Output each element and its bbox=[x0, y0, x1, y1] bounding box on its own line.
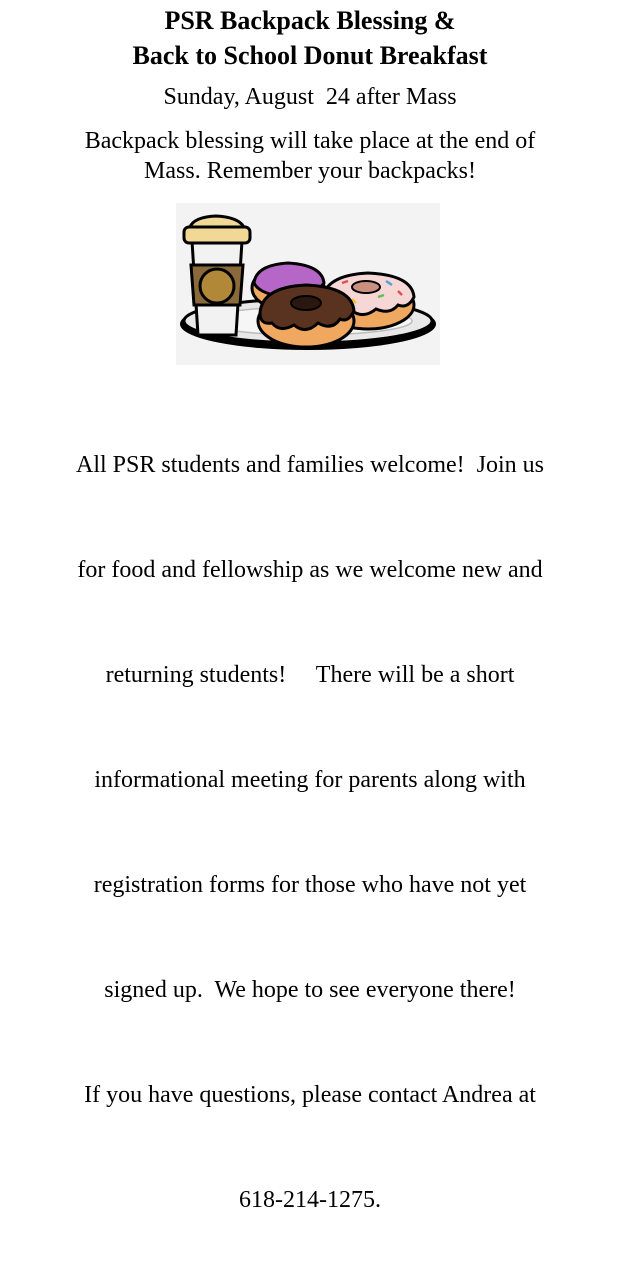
flyer-title-line-1: PSR Backpack Blessing & bbox=[164, 6, 456, 35]
coffee-and-donuts-icon bbox=[176, 203, 440, 365]
blessing-line: Backpack blessing will take place at the end of bbox=[84, 128, 536, 154]
welcome-line: for food and fellowship as we welcome new and bbox=[77, 557, 543, 583]
welcome-line: registration forms for those who have not yet bbox=[93, 872, 527, 898]
chocolate-donut-shape bbox=[258, 285, 354, 347]
welcome-line: informational meeting for parents along with bbox=[94, 767, 526, 793]
welcome-line: signed up. We hope to see everyone there! bbox=[104, 977, 516, 1003]
flyer-title-line-2: Back to School Donut Breakfast bbox=[132, 41, 488, 70]
blessing-paragraph bbox=[0, 126, 620, 186]
contact-line: If you have questions, please contact Andrea at bbox=[84, 1082, 536, 1108]
welcome-line: returning students! There will be a short bbox=[105, 662, 515, 688]
welcome-line: All PSR students and families welcome! Join us bbox=[76, 452, 544, 478]
event-date: Sunday, August 24 after Mass bbox=[163, 84, 457, 110]
welcome-paragraph bbox=[0, 378, 620, 1288]
contact-phone: 618-214-1275. bbox=[239, 1187, 381, 1213]
blessing-line: Mass. Remember your backpacks! bbox=[144, 158, 476, 184]
